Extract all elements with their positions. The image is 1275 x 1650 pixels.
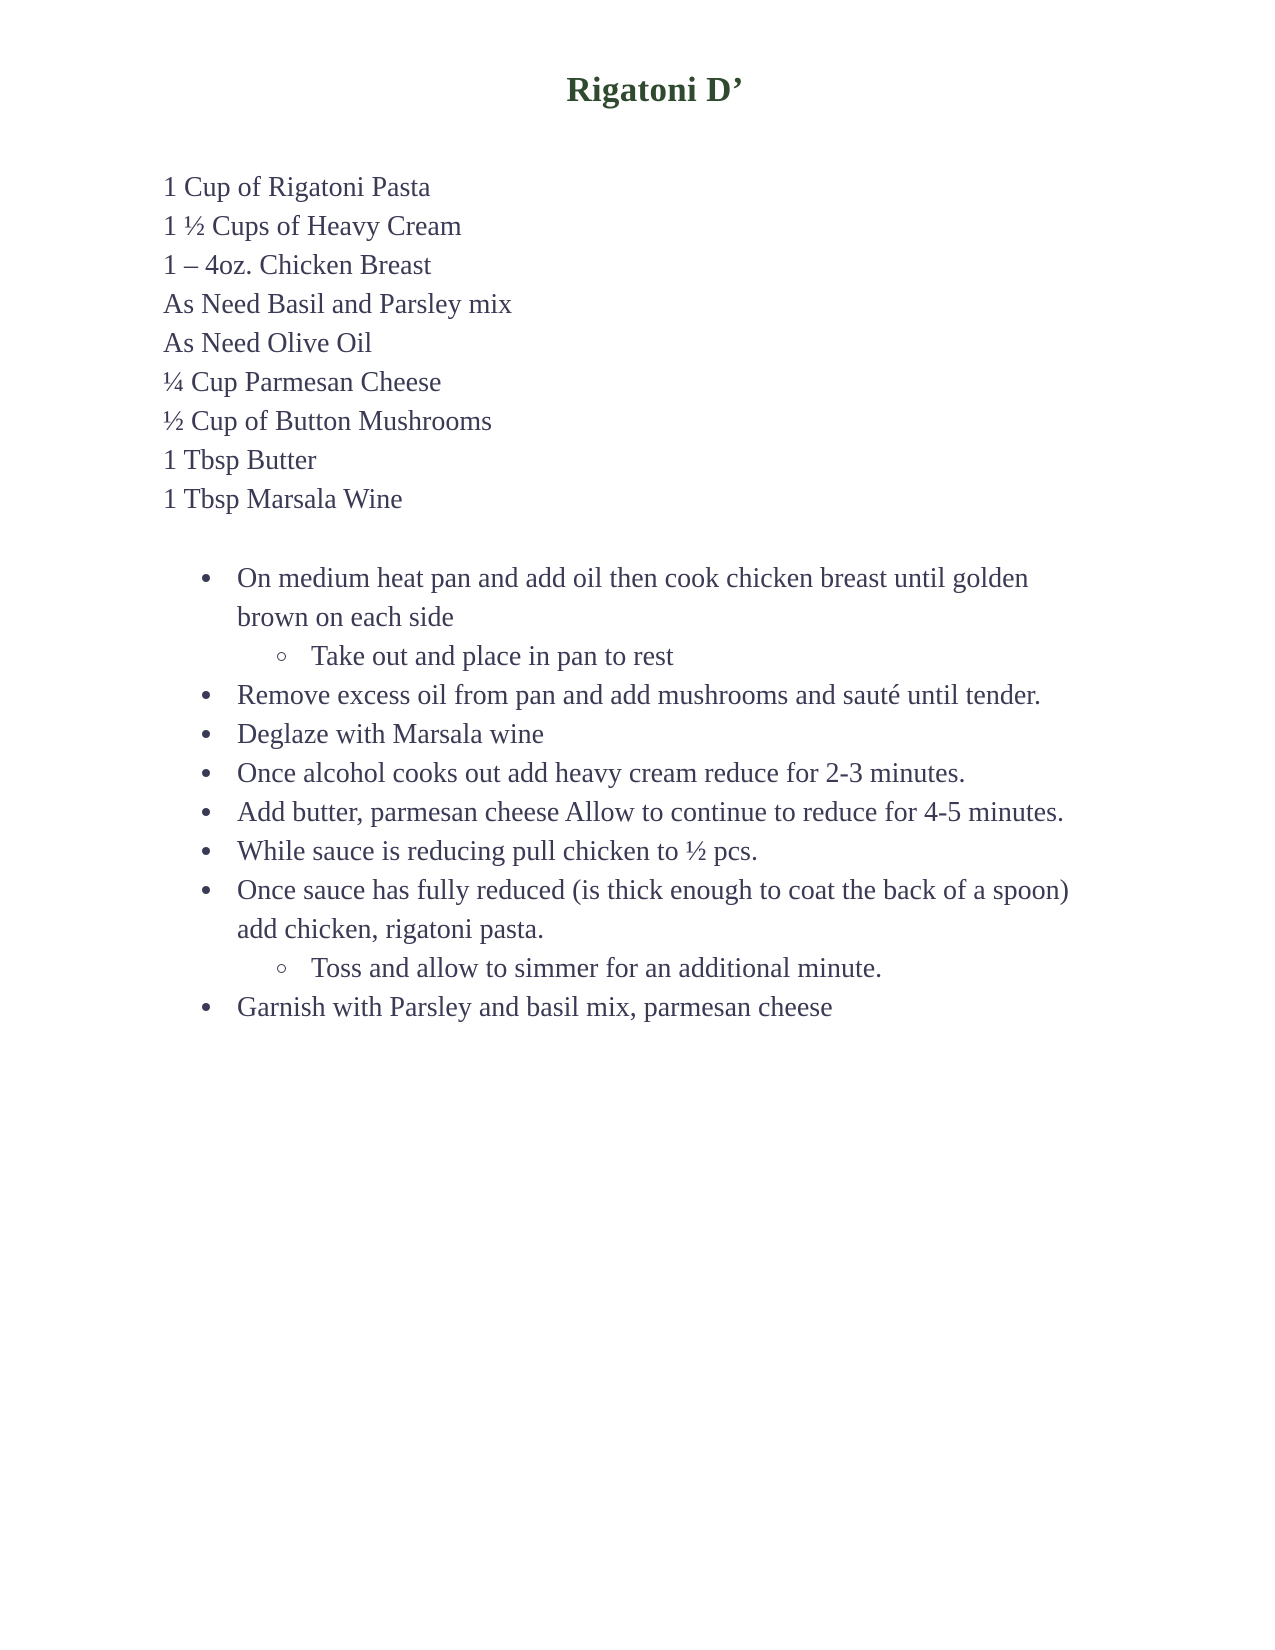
recipe-title: Rigatoni D’ — [566, 70, 744, 109]
bullet-icon — [202, 574, 210, 582]
bullet-icon — [202, 691, 210, 699]
instruction-text: Remove excess oil from pan and add mushrooms and sauté until tender. — [237, 680, 1042, 711]
sub-instruction-step — [237, 637, 1100, 676]
ingredient-item: As Need Olive Oil — [163, 328, 373, 359]
bullet-icon — [202, 730, 210, 738]
instruction-step — [200, 793, 1100, 832]
bullet-icon — [202, 886, 210, 894]
sub-instruction-list — [237, 637, 1100, 676]
ingredient-item: 1 Cup of Rigatoni Pasta — [163, 172, 431, 203]
sub-instruction-list — [237, 949, 1100, 988]
sub-instruction-text: Take out and place in pan to rest — [311, 641, 674, 672]
ingredient-list — [163, 168, 512, 519]
instruction-text: Once alcohol cooks out add heavy cream reduce for 2-3 minutes. — [237, 758, 966, 789]
ingredient-item: ¼ Cup Parmesan Cheese — [163, 367, 442, 398]
sub-instruction-text: Toss and allow to simmer for an additional minute. — [311, 953, 883, 984]
bullet-icon — [202, 847, 210, 855]
instruction-step — [200, 559, 1100, 676]
instruction-step — [200, 715, 1100, 754]
instruction-text: Garnish with Parsley and basil mix, parmesan cheese — [237, 992, 833, 1023]
bullet-icon — [202, 808, 210, 816]
ingredient-item: 1 Tbsp Marsala Wine — [163, 484, 403, 515]
ingredient-item: 1 – 4oz. Chicken Breast — [163, 250, 432, 281]
instruction-text: Deglaze with Marsala wine — [237, 719, 545, 750]
instruction-text: Once sauce has fully reduced (is thick enough to coat the back of a spoon) add chicken, rigatoni pasta. — [237, 875, 1069, 945]
instruction-text: On medium heat pan and add oil then cook chicken breast until golden brown on each side — [237, 563, 1029, 633]
instruction-text: While sauce is reducing pull chicken to ½ pcs. — [237, 836, 758, 867]
bullet-icon — [202, 769, 210, 777]
instruction-step — [200, 988, 1100, 1027]
instruction-step — [200, 871, 1100, 988]
ingredient-item: 1 Tbsp Butter — [163, 445, 317, 476]
hollow-bullet-icon — [277, 652, 286, 661]
bullet-icon — [202, 1003, 210, 1011]
instruction-text: Add butter, parmesan cheese Allow to continue to reduce for 4-5 minutes. — [237, 797, 1064, 828]
instruction-step — [200, 832, 1100, 871]
ingredient-item: ½ Cup of Button Mushrooms — [163, 406, 493, 437]
sub-instruction-step — [237, 949, 1100, 988]
ingredient-item: 1 ½ Cups of Heavy Cream — [163, 211, 462, 242]
hollow-bullet-icon — [277, 964, 286, 973]
instruction-step — [200, 676, 1100, 715]
ingredient-item: As Need Basil and Parsley mix — [163, 289, 513, 320]
instruction-list — [200, 559, 1100, 1027]
instruction-step — [200, 754, 1100, 793]
